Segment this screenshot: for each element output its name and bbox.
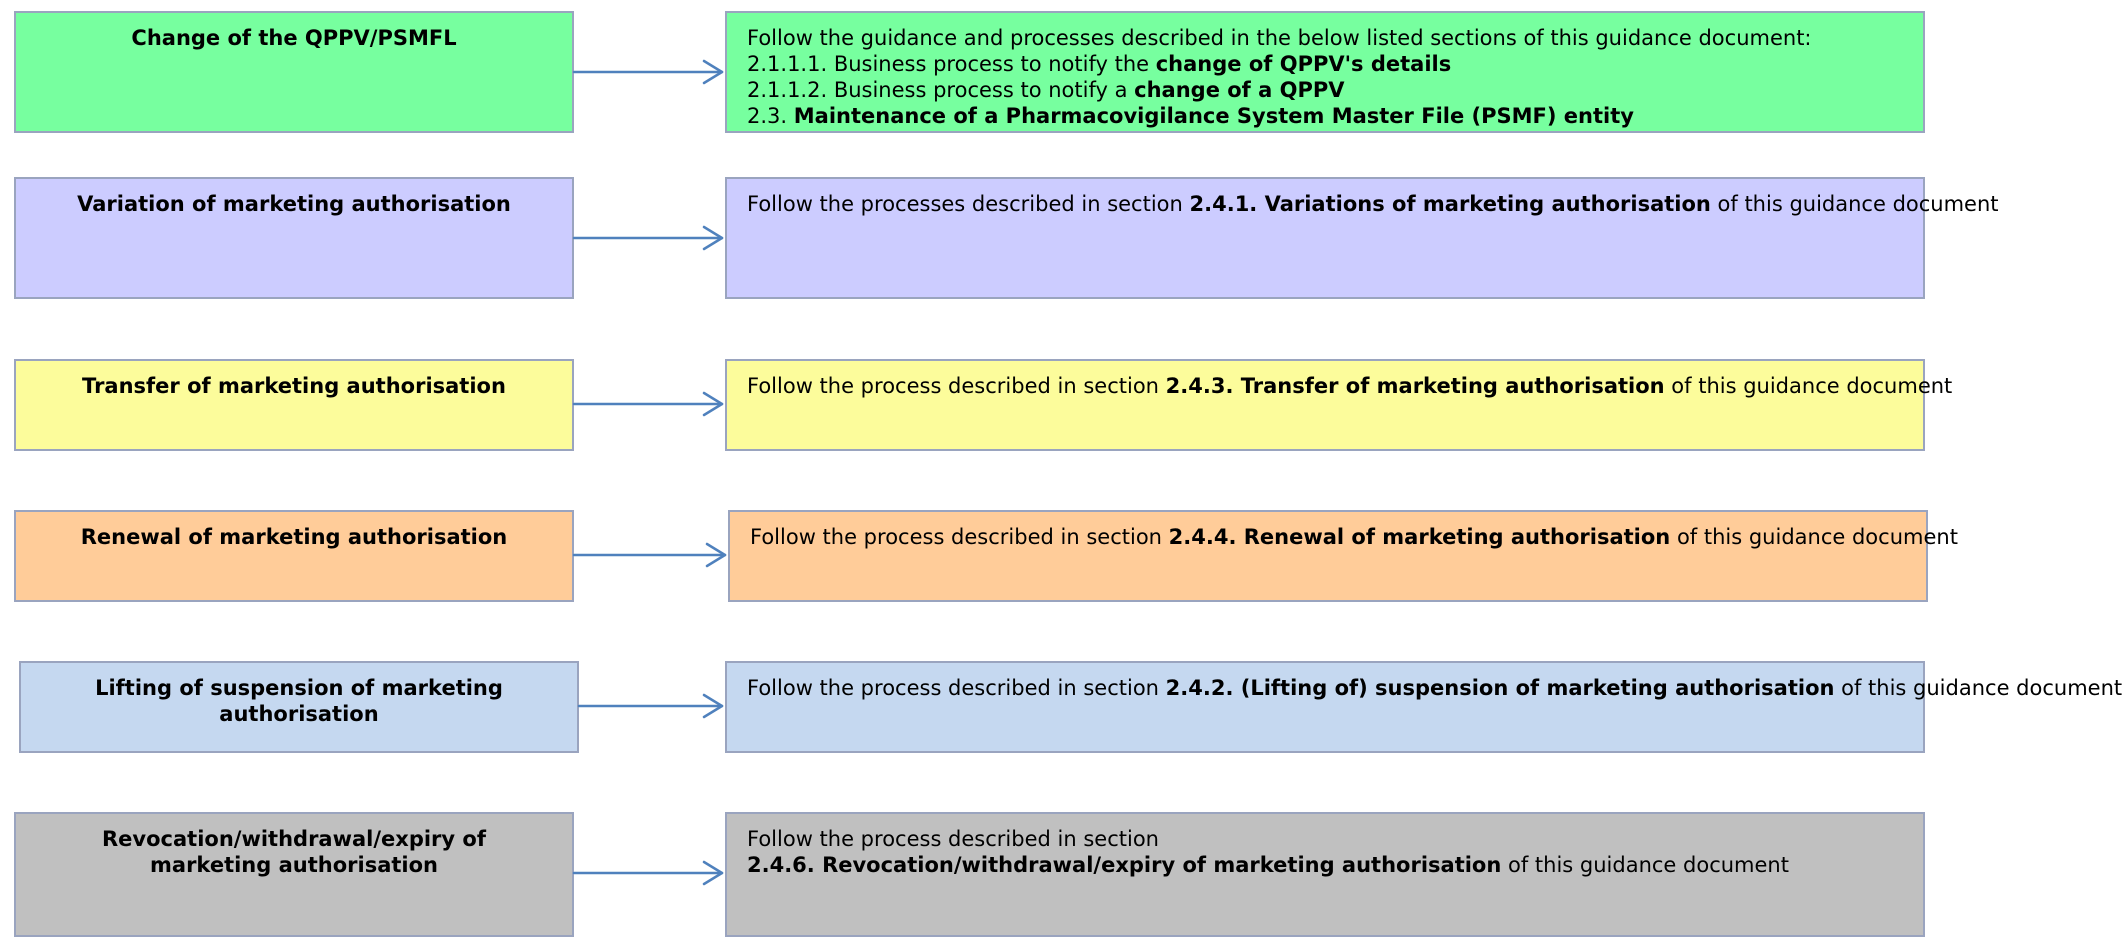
arrow [574,544,725,566]
guidance-text: Follow the processes described in section 2.4.1. Variations of marketing authorisation of this guidance document [747,192,1999,216]
guidance-text: Follow the process described in section 2.4.2. (Lifting of) suspension of marketing authorisation of this guidance document [747,676,2122,700]
guidance-item: 2.1.1.2. Business process to notify a change of a QPPV [747,78,1345,102]
guidance-item: 2.3. Maintenance of a Pharmacovigilance System Master File (PSMF) entity [747,104,1634,128]
box-label: Revocation/withdrawal/expiry of marketing authorisation [102,827,486,877]
arrow [574,61,722,83]
arrow [574,393,722,415]
box-label: Variation of marketing authorisation [77,192,511,216]
box-label: Change of the QPPV/PSMFL [131,26,457,50]
arrow [579,695,722,717]
guidance-text: Follow the process described in section 2.4.4. Renewal of marketing authorisation of this guidance document [750,525,1958,549]
guidance-text: 2.4.6. Revocation/withdrawal/expiry of marketing authorisation of this guidance document [747,853,1789,877]
box-label: Lifting of suspension of marketing authorisation [95,676,503,726]
guidance-item: 2.1.1.1. Business process to notify the change of QPPV's details [747,52,1452,76]
guidance-intro: Follow the guidance and processes described in the below listed sections of this guidance document: [747,26,1812,50]
guidance-text: Follow the process described in section [747,827,1159,851]
box-label: Renewal of marketing authorisation [80,525,508,549]
guidance-text: Follow the process described in section 2.4.3. Transfer of marketing authorisation of this guidance document [747,374,1953,398]
box-label: Transfer of marketing authorisation [82,374,506,398]
arrow [574,227,722,249]
arrow [574,862,722,884]
